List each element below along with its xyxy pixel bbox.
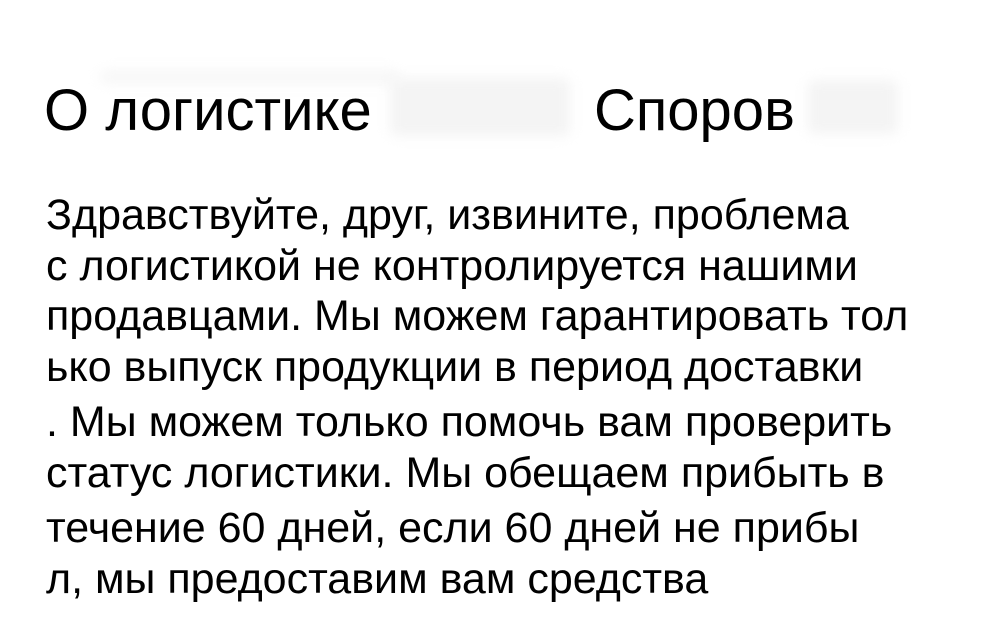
heading-disputes: Споров — [594, 78, 795, 143]
body-line: ько выпуск продукции в период доставки — [46, 342, 864, 391]
heading-row — [44, 78, 964, 148]
body-line: . Мы можем только помочь вам проверить — [46, 398, 893, 446]
message-body — [46, 190, 1000, 604]
body-line: с логистикой не контролируется нашими — [46, 241, 858, 290]
body-line: течение 60 дней, если 60 дней не прибы — [46, 504, 860, 552]
heading-logistics: О логистике — [44, 78, 372, 143]
body-line: л, мы предоставим вам средства — [46, 554, 709, 603]
body-line: статус логистики. Мы обещаем прибыть в — [46, 448, 885, 497]
body-line: продавцами. Мы можем гарантировать тол — [46, 292, 909, 340]
body-line: Здравствуйте, друг, извините, проблема — [46, 191, 849, 239]
